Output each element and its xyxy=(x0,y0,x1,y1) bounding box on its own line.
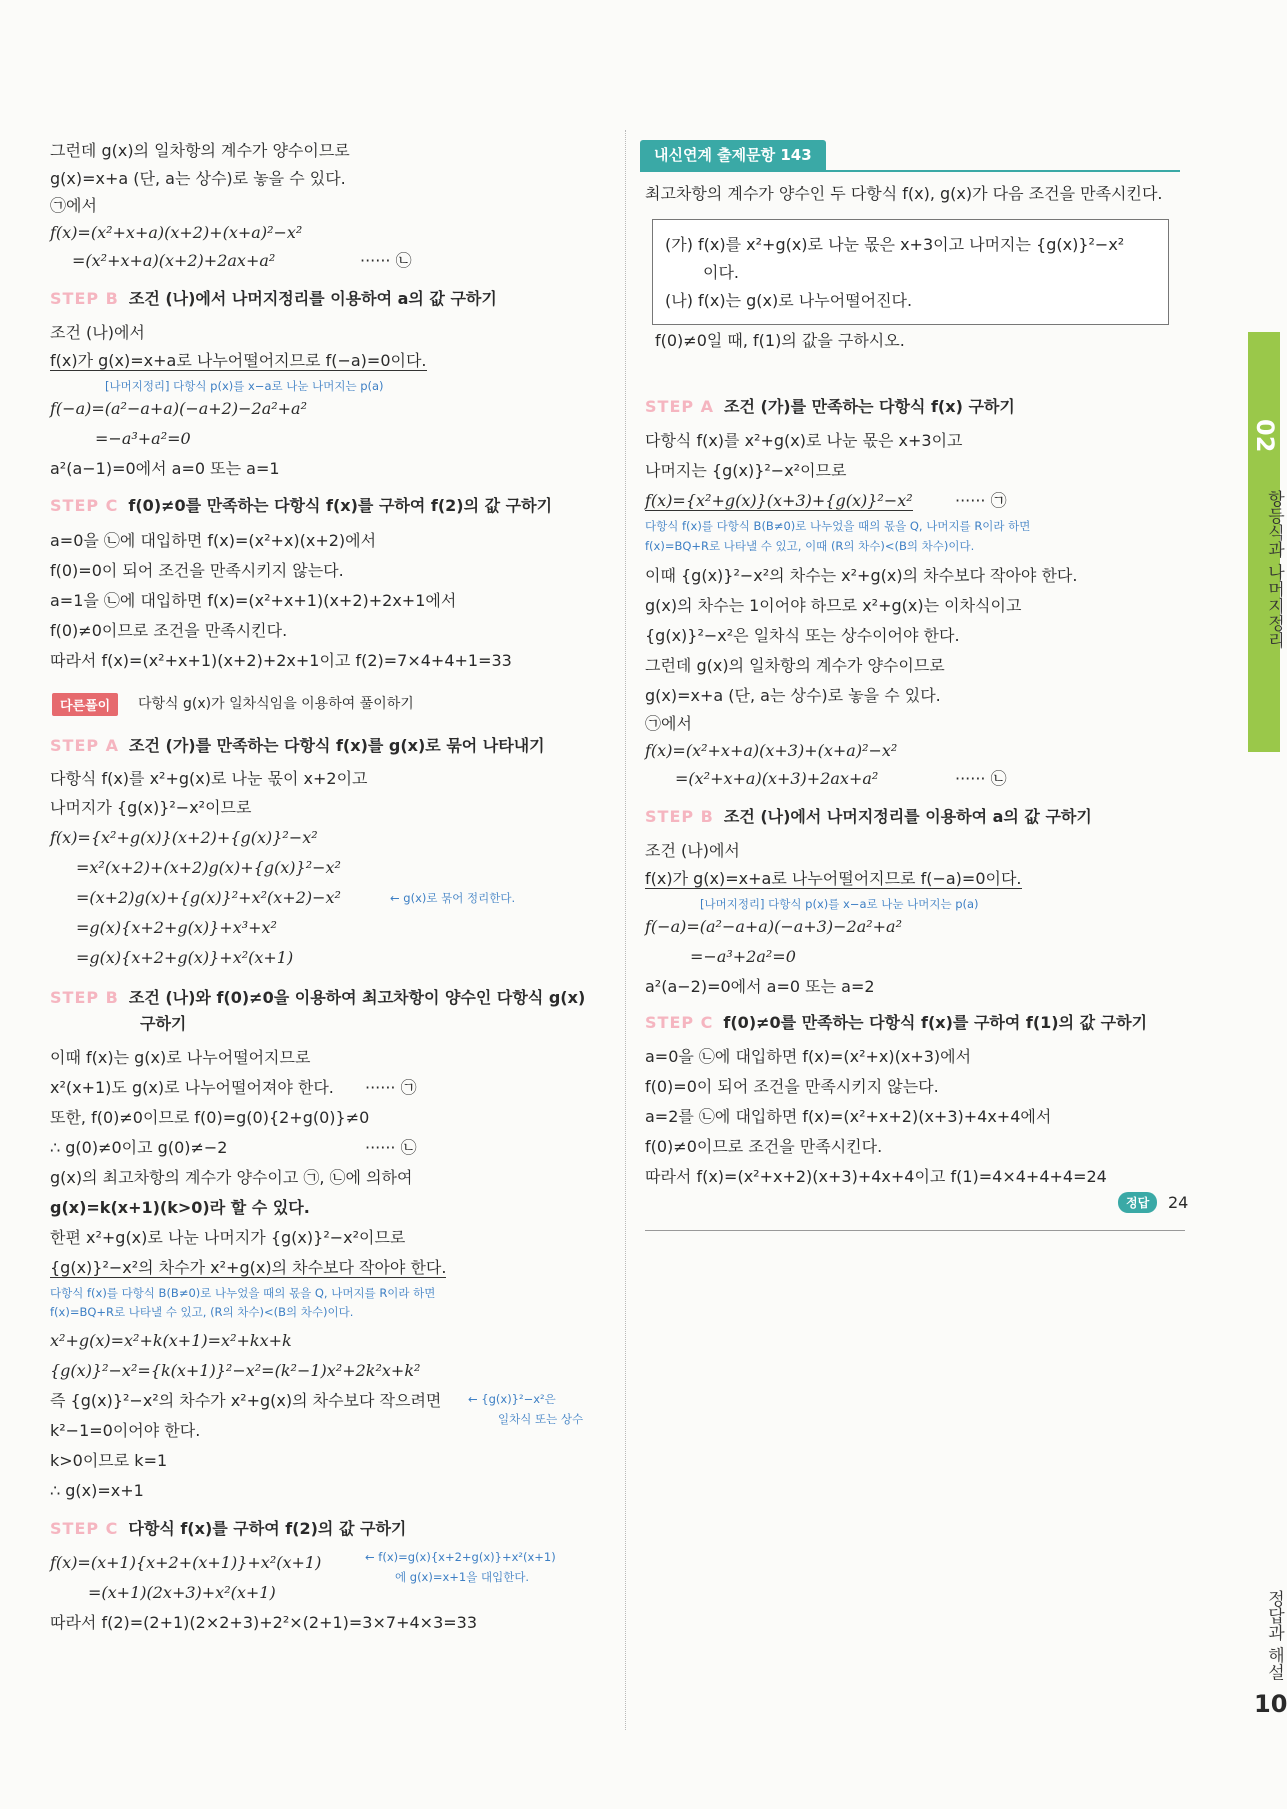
section-end-rule xyxy=(645,1230,1185,1231)
equation: f(−a)=(a²−a+a)(−a+2)−2a²+a² xyxy=(50,399,307,418)
question-text: 최고차항의 계수가 양수인 두 다항식 f(x), g(x)가 다음 조건을 만족시킨다. xyxy=(645,184,1163,203)
text-line: f(0)=0이 되어 조건을 만족시키지 않는다. xyxy=(645,1077,939,1096)
text-line: a=0을 ㉡에 대입하면 f(x)=(x²+x)(x+3)에서 xyxy=(645,1047,972,1066)
equation-marker: ······ ㉡ xyxy=(365,1138,417,1157)
text-line: g(x)=x+a (단, a는 상수)로 놓을 수 있다. xyxy=(645,686,941,705)
step-b-heading: STEP B 조건 (나)와 f(0)≠0을 이용하여 최고차항이 양수인 다항식 g(x) xyxy=(50,988,586,1007)
text-line: a²(a−2)=0에서 a=0 또는 a=2 xyxy=(645,977,875,996)
text-line: 나머지는 {g(x)}²−x²이므로 xyxy=(645,461,847,480)
header-rule xyxy=(640,170,1180,172)
text-line: 이때 {g(x)}²−x²의 차수는 x²+g(x)의 차수보다 작아야 한다. xyxy=(645,566,1078,585)
text-line: 나머지가 {g(x)}²−x²이므로 xyxy=(50,798,252,817)
text-line: a=0을 ㉡에 대입하면 f(x)=(x²+x)(x+2)에서 xyxy=(50,531,377,550)
text-line: ∴ g(x)=x+1 xyxy=(50,1481,144,1500)
text-line: 그런데 g(x)의 일차항의 계수가 양수이므로 xyxy=(50,141,350,160)
page-number: 10 xyxy=(1254,1690,1287,1718)
condition-line: (가) f(x)를 x²+g(x)로 나눈 몫은 x+3이고 나머지는 {g(x)}²−x² xyxy=(665,235,1125,254)
text-line: ㉠에서 xyxy=(50,196,97,215)
equation: =(x²+x+a)(x+3)+2ax+a² xyxy=(675,769,879,788)
side-note: f(x)=BQ+R로 나타낼 수 있고, 이때 (R의 차수)<(B의 차수)이다. xyxy=(645,539,975,553)
text-line: ∴ g(0)≠0이고 g(0)≠−2 xyxy=(50,1138,228,1157)
equation-marker: ······ ㉡ xyxy=(360,251,412,270)
text-line: k²−1=0이어야 한다. xyxy=(50,1421,201,1440)
condition-line: (나) f(x)는 g(x)로 나누어떨어진다. xyxy=(665,291,913,310)
side-note: ← {g(x)}²−x²은 xyxy=(468,1392,556,1406)
text-line: f(x)가 g(x)=x+a로 나누어떨어지므로 f(−a)=0이다. xyxy=(645,869,1022,888)
equation-marker: ······ ㉡ xyxy=(955,769,1007,788)
text-line: f(0)=0이 되어 조건을 만족시키지 않는다. xyxy=(50,561,344,580)
equation: =−a³+2a²=0 xyxy=(690,947,796,966)
text-line: 따라서 f(x)=(x²+x+2)(x+3)+4x+4이고 f(1)=4×4+4+4=24 xyxy=(645,1167,1107,1186)
text-line: g(x)=k(x+1)(k>0)라 할 수 있다. xyxy=(50,1198,310,1217)
side-note: f(x)=BQ+R로 나타낼 수 있고, (R의 차수)<(B의 차수)이다. xyxy=(50,1305,354,1319)
text-line: ㉠에서 xyxy=(645,714,692,733)
chapter-title: 항등식과 나머지정리 xyxy=(1264,490,1284,649)
text-line: 이때 f(x)는 g(x)로 나누어떨어지므로 xyxy=(50,1048,311,1067)
equation: =(x²+x+a)(x+2)+2ax+a² xyxy=(72,251,276,270)
alt-solution-title: 다항식 g(x)가 일차식임을 이용하여 풀이하기 xyxy=(138,696,414,712)
text-line: 조건 (나)에서 xyxy=(50,323,145,342)
equation: f(x)=(x+1){x+2+(x+1)}+x²(x+1) xyxy=(50,1553,322,1572)
text-line: x²(x+1)도 g(x)로 나누어떨어져야 한다. xyxy=(50,1078,334,1097)
equation: {g(x)}²−x²={k(x+1)}²−x²=(k²−1)x²+2k²x+k² xyxy=(50,1361,421,1380)
side-note: [나머지정리] 다항식 p(x)를 x−a로 나눈 나머지는 p(a) xyxy=(700,897,979,911)
question-text: f(0)≠0일 때, f(1)의 값을 구하시오. xyxy=(655,331,905,350)
side-note: ← f(x)=g(x){x+2+g(x)}+x²(x+1) xyxy=(365,1550,556,1564)
text-line: k>0이므로 k=1 xyxy=(50,1451,168,1470)
text-line: 다항식 f(x)를 x²+g(x)로 나눈 몫이 x+2이고 xyxy=(50,769,368,788)
equation: f(x)={x²+g(x)}(x+3)+{g(x)}²−x² xyxy=(645,491,913,510)
alt-solution-badge: 다른풀이 xyxy=(52,693,118,716)
side-note: 에 g(x)=x+1을 대입한다. xyxy=(395,1570,530,1584)
step-b-heading: STEP B 조건 (나)에서 나머지정리를 이용하여 a의 값 구하기 xyxy=(50,289,497,308)
equation: x²+g(x)=x²+k(x+1)=x²+kx+k xyxy=(50,1331,292,1350)
equation: f(x)={x²+g(x)}(x+2)+{g(x)}²−x² xyxy=(50,828,318,847)
step-a-heading: STEP A 조건 (가)를 만족하는 다항식 f(x) 구하기 xyxy=(645,397,1015,416)
text-line: g(x)=x+a (단, a는 상수)로 놓을 수 있다. xyxy=(50,169,346,188)
text-line: {g(x)}²−x²의 차수가 x²+g(x)의 차수보다 작아야 한다. xyxy=(50,1258,447,1277)
equation: =−a³+a²=0 xyxy=(95,429,191,448)
column-divider xyxy=(625,130,626,1730)
problem-label: 내신연계 출제문항 143 xyxy=(640,140,826,170)
side-note: 다항식 f(x)를 다항식 B(B≠0)로 나누었을 때의 몫을 Q, 나머지를 R이라 하면 xyxy=(50,1286,436,1300)
text-line: 따라서 f(2)=(2+1)(2×2+3)+2²×(2+1)=3×7+4×3=33 xyxy=(50,1613,478,1632)
text-line: {g(x)}²−x²은 일차식 또는 상수이어야 한다. xyxy=(645,626,960,645)
equation-marker: ······ ㉠ xyxy=(365,1078,417,1097)
side-note: 일차식 또는 상수 xyxy=(498,1412,584,1426)
step-a-heading: STEP A 조건 (가)를 만족하는 다항식 f(x)를 g(x)로 묶어 나타내기 xyxy=(50,736,545,755)
side-note: [나머지정리] 다항식 p(x)를 x−a로 나눈 나머지는 p(a) xyxy=(105,379,384,393)
step-c-heading: STEP C 다항식 f(x)를 구하여 f(2)의 값 구하기 xyxy=(50,1519,407,1538)
step-c-heading: STEP C f(0)≠0를 만족하는 다항식 f(x)를 구하여 f(1)의 값 구하기 xyxy=(645,1013,1148,1032)
text-line: f(0)≠0이므로 조건을 만족시킨다. xyxy=(645,1137,883,1156)
text-line: 즉 {g(x)}²−x²의 차수가 x²+g(x)의 차수보다 작으려면 xyxy=(50,1391,442,1410)
chapter-number: 02 xyxy=(1251,419,1279,453)
equation: =g(x){x+2+g(x)}+x²(x+1) xyxy=(76,948,294,967)
section-label: 정답과 해설 xyxy=(1264,1590,1284,1681)
step-b-heading: STEP B 조건 (나)에서 나머지정리를 이용하여 a의 값 구하기 xyxy=(645,807,1092,826)
answer-value: 24 xyxy=(1168,1193,1189,1212)
equation: f(x)=(x²+x+a)(x+2)+(x+a)²−x² xyxy=(50,223,303,242)
problem-header xyxy=(640,140,1180,174)
condition-box xyxy=(652,219,1169,325)
text-line: 다항식 f(x)를 x²+g(x)로 나눈 몫은 x+3이고 xyxy=(645,431,963,450)
equation: =x²(x+2)+(x+2)g(x)+{g(x)}²−x² xyxy=(76,858,341,877)
step-c-heading: STEP C f(0)≠0를 만족하는 다항식 f(x)를 구하여 f(2)의 값 구하기 xyxy=(50,496,553,515)
equation: =g(x){x+2+g(x)}+x³+x² xyxy=(76,918,277,937)
equation: f(−a)=(a²−a+a)(−a+3)−2a²+a² xyxy=(645,917,902,936)
text-line: f(x)가 g(x)=x+a로 나누어떨어지므로 f(−a)=0이다. xyxy=(50,351,427,370)
step-b-heading-cont: 구하기 xyxy=(140,1014,187,1033)
side-note: ← g(x)로 묶어 정리한다. xyxy=(390,891,516,905)
answer-badge: 정답 xyxy=(1118,1192,1157,1213)
equation: =(x+1)(2x+3)+x²(x+1) xyxy=(88,1583,276,1602)
text-line: g(x)의 차수는 1이어야 하므로 x²+g(x)는 이차식이고 xyxy=(645,596,1022,615)
text-line: a=1을 ㉡에 대입하면 f(x)=(x²+x+1)(x+2)+2x+1에서 xyxy=(50,591,457,610)
text-line: a²(a−1)=0에서 a=0 또는 a=1 xyxy=(50,459,280,478)
text-line: 또한, f(0)≠0이므로 f(0)=g(0){2+g(0)}≠0 xyxy=(50,1108,370,1127)
text-line: 한편 x²+g(x)로 나눈 나머지가 {g(x)}²−x²이므로 xyxy=(50,1228,406,1247)
text-line: 따라서 f(x)=(x²+x+1)(x+2)+2x+1이고 f(2)=7×4+4+1=33 xyxy=(50,651,512,670)
text-line: 그런데 g(x)의 일차항의 계수가 양수이므로 xyxy=(645,656,945,675)
text-line: a=2를 ㉡에 대입하면 f(x)=(x²+x+2)(x+3)+4x+4에서 xyxy=(645,1107,1052,1126)
text-line: f(0)≠0이므로 조건을 만족시킨다. xyxy=(50,621,288,640)
equation: f(x)=(x²+x+a)(x+3)+(x+a)²−x² xyxy=(645,741,898,760)
text-line: 조건 (나)에서 xyxy=(645,841,740,860)
text-line: g(x)의 최고차항의 계수가 양수이고 ㉠, ㉡에 의하여 xyxy=(50,1168,413,1187)
condition-line: 이다. xyxy=(703,263,739,282)
equation-marker: ······ ㉠ xyxy=(955,491,1007,510)
equation: =(x+2)g(x)+{g(x)}²+x²(x+2)−x² xyxy=(76,888,341,907)
side-note: 다항식 f(x)를 다항식 B(B≠0)로 나누었을 때의 몫을 Q, 나머지를 R이라 하면 xyxy=(645,519,1031,533)
